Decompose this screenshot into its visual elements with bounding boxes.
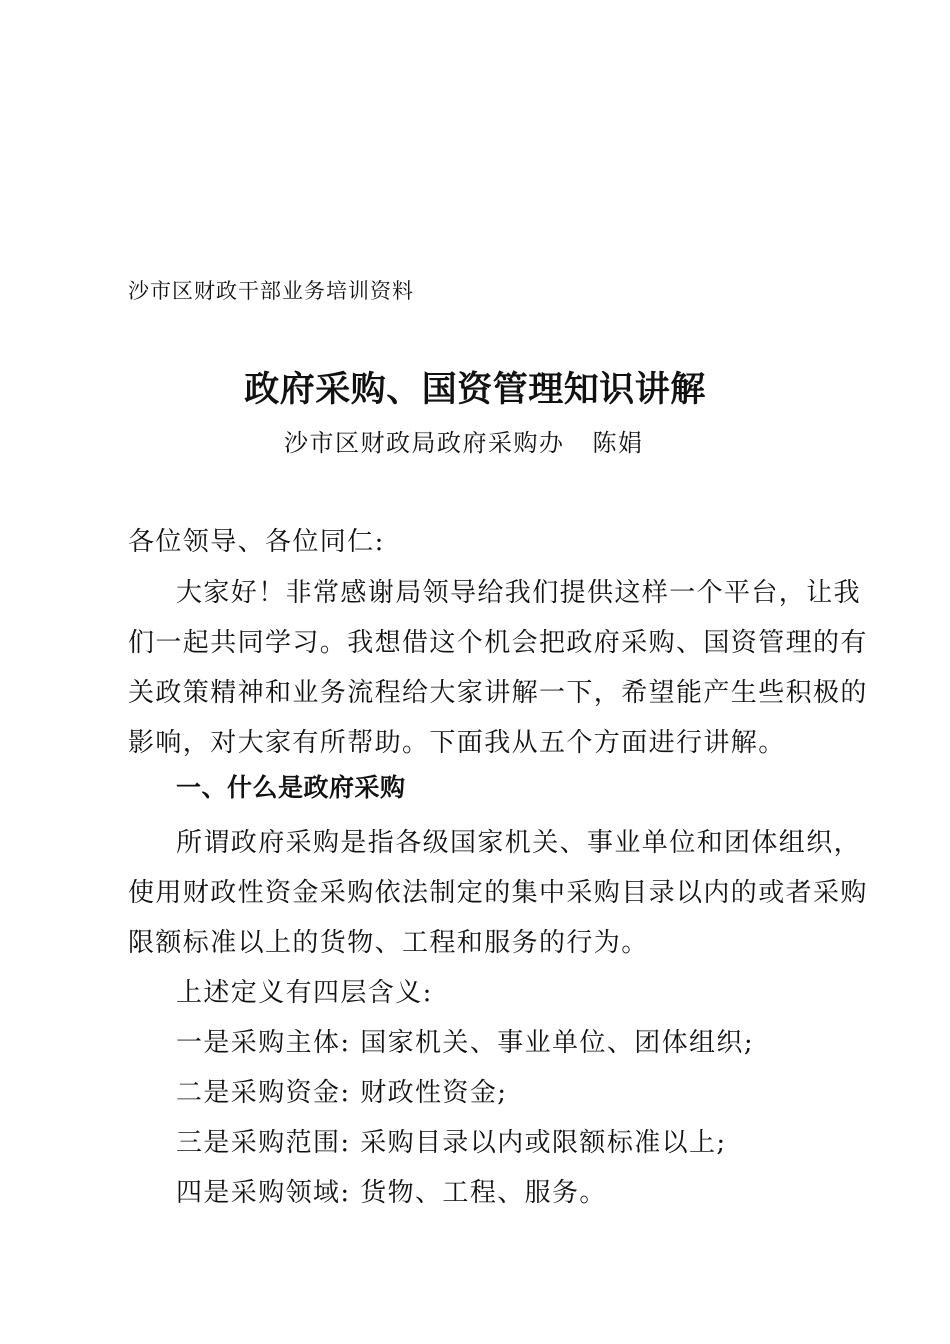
header-note: 沙市区财政干部业务培训资料 (128, 279, 414, 303)
intro-line: 影响，对大家有所帮助。下面我从五个方面进行讲解。 (128, 728, 786, 758)
meaning-item: 二是采购资金: 财政性资金; (176, 1078, 508, 1108)
intro-line: 大家好！非常感谢局领导给我们提供这样一个平台，让我 (176, 578, 862, 608)
meaning-item: 三是采购范围: 采购目录以内或限额标准以上; (176, 1128, 727, 1158)
definition-line: 所谓政府采购是指各级国家机关、事业单位和团体组织， (176, 828, 862, 858)
section-heading: 一、什么是政府采购 (176, 773, 406, 802)
intro-line: 关政策精神和业务流程给大家讲解一下，希望能产生些积极的 (128, 678, 868, 708)
meaning-item: 四是采购领域: 货物、工程、服务。 (176, 1178, 607, 1208)
author-line (284, 423, 644, 458)
author-org: 沙市区财政局政府采购办 (284, 429, 565, 457)
meaning-intro: 上述定义有四层含义: (176, 978, 433, 1008)
salutation: 各位领导、各位同仁: (128, 527, 385, 557)
document-title: 政府采购、国资管理知识讲解 (244, 369, 706, 410)
definition-line: 限额标准以上的货物、工程和服务的行为。 (128, 928, 649, 958)
author-name: 陈娟 (592, 429, 644, 457)
definition-line: 使用财政性资金采购依法制定的集中采购目录以内的或者采购 (128, 878, 868, 908)
meaning-item: 一是采购主体: 国家机关、事业单位、团体组织; (176, 1028, 754, 1058)
intro-line: 们一起共同学习。我想借这个机会把政府采购、国资管理的有 (128, 628, 868, 658)
